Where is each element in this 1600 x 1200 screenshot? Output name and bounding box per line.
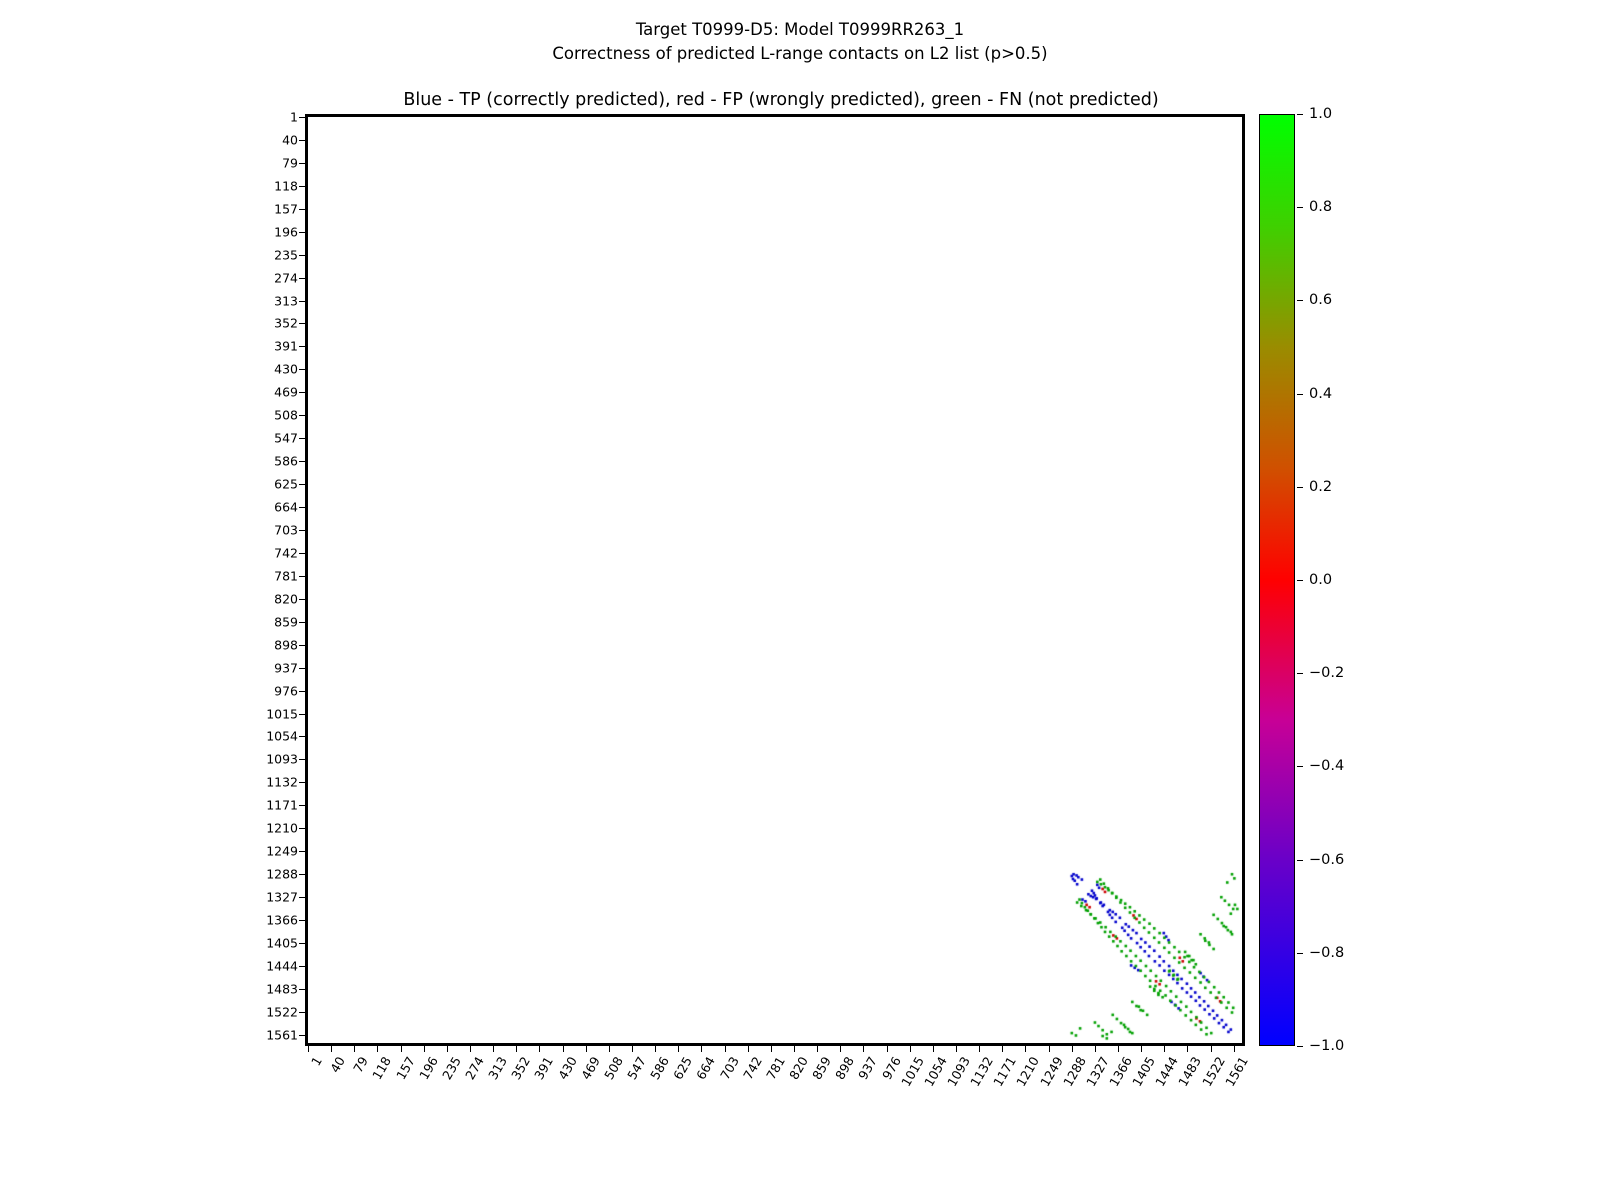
colorbar-tick-mark	[1297, 860, 1303, 861]
x-tick-mark	[678, 1046, 679, 1052]
x-tick-label: 1210	[1013, 1054, 1043, 1090]
y-tick-mark	[299, 209, 305, 210]
y-tick-label: 1444	[266, 958, 298, 974]
x-tick-mark	[401, 1046, 402, 1052]
y-tick-mark	[299, 507, 305, 508]
y-tick-label: 742	[274, 545, 298, 561]
x-tick-label: 391	[531, 1054, 557, 1083]
y-tick-mark	[299, 117, 305, 118]
x-tick-label: 1171	[990, 1054, 1020, 1090]
x-tick-label: 1444	[1152, 1054, 1182, 1090]
x-tick-mark	[979, 1046, 980, 1052]
colorbar-tick-mark	[1297, 207, 1303, 208]
x-tick-mark	[1118, 1046, 1119, 1052]
colorbar	[1259, 114, 1295, 1046]
y-tick-label: 1210	[266, 820, 298, 836]
x-tick-label: 1054	[920, 1054, 950, 1090]
y-tick-mark	[299, 645, 305, 646]
y-tick-mark	[299, 392, 305, 393]
y-tick-mark	[299, 828, 305, 829]
y-tick-label: 118	[274, 178, 298, 194]
y-tick-label: 586	[274, 453, 298, 469]
y-tick-label: 1249	[266, 843, 298, 859]
title-line-2: Correctness of predicted L-range contacts on L2 list (p>0.5)	[552, 43, 1048, 63]
y-tick-mark	[299, 989, 305, 990]
colorbar-tick-label: 0.8	[1309, 199, 1333, 216]
colorbar-tick-mark	[1297, 300, 1303, 301]
x-tick-label: 859	[809, 1054, 835, 1083]
y-tick-label: 937	[274, 660, 298, 676]
y-tick-mark	[299, 278, 305, 279]
x-tick-mark	[887, 1046, 888, 1052]
y-tick-label: 976	[274, 683, 298, 699]
x-tick-label: 742	[739, 1054, 765, 1083]
colorbar-tick-label: 0.6	[1309, 292, 1333, 309]
x-tick-label: 781	[762, 1054, 788, 1083]
colorbar-tick-mark	[1297, 1046, 1303, 1047]
y-tick-mark	[299, 163, 305, 164]
y-tick-label: 625	[274, 476, 298, 492]
x-tick-mark	[933, 1046, 934, 1052]
y-tick-mark	[299, 714, 305, 715]
y-tick-mark	[299, 622, 305, 623]
y-tick-mark	[299, 576, 305, 577]
x-tick-label: 508	[600, 1054, 626, 1083]
colorbar-tick-mark	[1297, 580, 1303, 581]
x-tick-mark	[424, 1046, 425, 1052]
x-tick-label: 898	[832, 1054, 858, 1083]
y-tick-label: 820	[274, 591, 298, 607]
x-tick-mark	[539, 1046, 540, 1052]
x-tick-label: 430	[554, 1054, 580, 1083]
y-tick-label: 547	[274, 430, 298, 446]
y-tick-label: 40	[282, 132, 298, 148]
contact-map-canvas	[308, 117, 1242, 1043]
x-tick-label: 1288	[1059, 1054, 1089, 1090]
y-tick-mark	[299, 186, 305, 187]
x-tick-mark	[1049, 1046, 1050, 1052]
x-tick-mark	[655, 1046, 656, 1052]
x-tick-label: 1015	[897, 1054, 927, 1090]
y-tick-mark	[299, 920, 305, 921]
y-tick-mark	[299, 461, 305, 462]
colorbar-tick-label: 0.0	[1309, 572, 1333, 588]
x-tick-label: 1	[308, 1054, 325, 1069]
y-tick-label: 1171	[266, 797, 298, 813]
y-tick-label: 1522	[266, 1004, 298, 1020]
x-tick-mark	[609, 1046, 610, 1052]
y-tick-label: 430	[274, 361, 298, 377]
y-tick-label: 703	[274, 522, 298, 538]
x-tick-mark	[910, 1046, 911, 1052]
x-tick-mark	[632, 1046, 633, 1052]
legend-description: Blue - TP (correctly predicted), red - FP (wrongly predicted), green - FN (not predicted)	[403, 90, 1159, 110]
colorbar-tick-label: 1.0	[1309, 106, 1333, 122]
x-tick-mark	[1025, 1046, 1026, 1052]
x-tick-label: 196	[415, 1054, 441, 1083]
x-tick-label: 1405	[1129, 1054, 1159, 1090]
y-tick-label: 157	[274, 201, 298, 217]
colorbar-tick-labels	[1297, 106, 1367, 1054]
y-tick-mark	[299, 599, 305, 600]
x-tick-mark	[725, 1046, 726, 1052]
x-tick-mark	[701, 1046, 702, 1052]
y-tick-mark	[299, 438, 305, 439]
y-tick-mark	[299, 759, 305, 760]
y-tick-label: 313	[274, 293, 298, 309]
x-tick-mark	[1141, 1046, 1142, 1052]
x-tick-mark	[748, 1046, 749, 1052]
colorbar-tick-label: −1.0	[1309, 1038, 1345, 1054]
colorbar-tick-label: −0.6	[1309, 851, 1345, 868]
y-tick-mark	[299, 346, 305, 347]
y-tick-mark	[299, 805, 305, 806]
y-tick-label: 1132	[266, 774, 298, 790]
x-tick-label: 586	[647, 1054, 673, 1083]
y-tick-mark	[299, 874, 305, 875]
x-tick-label: 937	[855, 1054, 881, 1083]
y-tick-mark	[299, 369, 305, 370]
x-tick-mark	[771, 1046, 772, 1052]
colorbar-tick-label: 0.4	[1309, 385, 1333, 402]
y-tick-label: 1561	[266, 1027, 298, 1043]
x-tick-label: 1522	[1198, 1054, 1228, 1090]
y-tick-mark	[299, 691, 305, 692]
x-tick-label: 547	[624, 1054, 649, 1083]
colorbar-tick-mark	[1297, 766, 1303, 767]
x-tick-mark	[563, 1046, 564, 1052]
x-axis-tick-labels	[305, 1046, 1251, 1166]
x-tick-label: 1093	[944, 1054, 973, 1090]
y-tick-mark	[299, 943, 305, 944]
title-line-1: Target T0999-D5: Model T0999RR263_1	[635, 20, 965, 39]
x-tick-mark	[1234, 1046, 1235, 1052]
x-tick-mark	[331, 1046, 332, 1052]
y-tick-label: 1483	[266, 981, 298, 997]
x-tick-label: 235	[438, 1054, 464, 1083]
y-tick-mark	[299, 1035, 305, 1036]
colorbar-tick-mark	[1297, 394, 1303, 395]
x-tick-mark	[1072, 1046, 1073, 1052]
y-tick-mark	[299, 736, 305, 737]
x-tick-label: 118	[369, 1054, 395, 1083]
colorbar-tick-mark	[1297, 487, 1303, 488]
x-tick-label: 79	[350, 1054, 372, 1076]
x-tick-mark	[1211, 1046, 1212, 1052]
x-tick-label: 469	[577, 1054, 603, 1083]
x-tick-mark	[956, 1046, 957, 1052]
colorbar-tick-label: −0.8	[1309, 944, 1345, 961]
x-tick-label: 664	[693, 1054, 719, 1083]
y-tick-mark	[299, 415, 305, 416]
x-tick-label: 313	[485, 1054, 511, 1083]
x-tick-label: 1249	[1036, 1054, 1066, 1090]
y-tick-label: 664	[274, 499, 298, 515]
x-tick-label: 625	[670, 1054, 696, 1083]
colorbar-tick-label: 0.2	[1309, 478, 1333, 495]
y-tick-label: 1405	[266, 935, 298, 951]
y-tick-mark	[299, 897, 305, 898]
y-tick-label: 235	[274, 247, 298, 263]
y-tick-mark	[299, 530, 305, 531]
y-tick-label: 469	[274, 384, 298, 400]
x-tick-label: 352	[508, 1054, 534, 1083]
y-tick-mark	[299, 484, 305, 485]
x-tick-label: 157	[392, 1054, 418, 1083]
x-tick-mark	[308, 1046, 309, 1052]
x-tick-label: 1132	[967, 1054, 997, 1090]
x-tick-mark	[1164, 1046, 1165, 1052]
y-tick-label: 1054	[266, 728, 298, 744]
x-tick-mark	[377, 1046, 378, 1052]
y-tick-mark	[299, 966, 305, 967]
y-tick-mark	[299, 323, 305, 324]
x-tick-mark	[1187, 1046, 1188, 1052]
x-tick-mark	[794, 1046, 795, 1052]
x-tick-label: 1561	[1221, 1054, 1251, 1090]
x-tick-mark	[1002, 1046, 1003, 1052]
y-tick-mark	[299, 668, 305, 669]
x-tick-mark	[586, 1046, 587, 1052]
x-tick-mark	[493, 1046, 494, 1052]
colorbar-tick-label: −0.2	[1309, 665, 1345, 682]
colorbar-tick-label: −0.4	[1309, 758, 1345, 775]
x-tick-mark	[1095, 1046, 1096, 1052]
y-tick-label: 859	[274, 614, 298, 630]
y-tick-mark	[299, 140, 305, 141]
y-tick-label: 274	[274, 270, 298, 286]
y-tick-label: 1015	[266, 706, 298, 722]
y-tick-mark	[299, 553, 305, 554]
y-axis-tick-labels	[240, 109, 298, 1046]
y-tick-mark	[299, 255, 305, 256]
x-tick-label: 976	[878, 1054, 904, 1083]
x-tick-mark	[470, 1046, 471, 1052]
x-tick-label: 274	[462, 1054, 487, 1083]
x-tick-label: 40	[327, 1054, 349, 1076]
y-tick-label: 391	[274, 338, 298, 354]
y-tick-label: 1	[290, 109, 298, 125]
x-tick-mark	[817, 1046, 818, 1052]
colorbar-tick-mark	[1297, 953, 1303, 954]
x-tick-label: 1366	[1106, 1054, 1135, 1090]
x-tick-mark	[447, 1046, 448, 1052]
y-tick-label: 79	[282, 155, 298, 171]
y-tick-mark	[299, 851, 305, 852]
x-tick-mark	[863, 1046, 864, 1052]
y-tick-mark	[299, 782, 305, 783]
x-tick-label: 703	[716, 1054, 742, 1083]
y-tick-label: 898	[274, 637, 298, 653]
x-tick-mark	[840, 1046, 841, 1052]
x-tick-mark	[354, 1046, 355, 1052]
y-tick-mark	[299, 301, 305, 302]
x-tick-label: 1483	[1175, 1054, 1205, 1090]
chart-title-block	[0, 18, 1600, 66]
y-tick-label: 1366	[266, 912, 298, 928]
y-tick-label: 1288	[266, 866, 298, 882]
x-tick-label: 820	[786, 1054, 811, 1083]
y-tick-label: 196	[274, 224, 298, 240]
y-tick-label: 508	[274, 407, 298, 423]
x-tick-label: 1327	[1082, 1054, 1112, 1090]
y-tick-label: 1327	[266, 889, 298, 905]
y-tick-label: 1093	[266, 751, 298, 767]
y-tick-mark	[299, 1012, 305, 1013]
y-tick-mark	[299, 232, 305, 233]
contact-map-plot-area	[305, 114, 1245, 1046]
y-tick-label: 352	[274, 315, 298, 331]
y-tick-label: 781	[274, 568, 298, 584]
colorbar-tick-mark	[1297, 673, 1303, 674]
colorbar-tick-mark	[1297, 114, 1303, 115]
x-tick-mark	[516, 1046, 517, 1052]
